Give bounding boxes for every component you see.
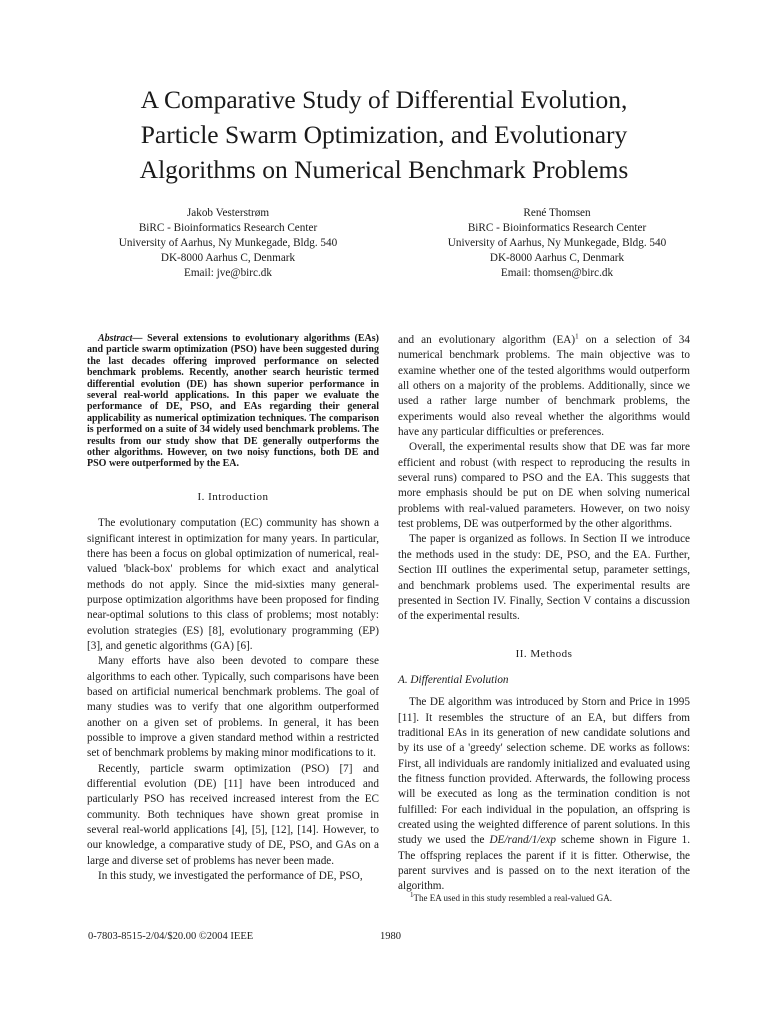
author-block-left xyxy=(58,206,398,281)
author-city: DK-8000 Aarhus C, Denmark xyxy=(489,252,625,264)
paper-title xyxy=(40,82,728,187)
methods-paragraph xyxy=(398,695,690,894)
section-heading-methods: II. Methods xyxy=(515,647,573,660)
title-line: Algorithms on Numerical Benchmark Problems xyxy=(139,155,629,184)
intro-paragraph: Recently, particle swarm optimization (PSO) [7] and differential evolution (DE) [11] have been introduced and particularly PSO has received increased interest from the EC community. Both techniques have shown great promise in several real-world applications [4], [5], [12], [14]. However, to our knowledge, a comparative study of DE, PSO, and GAs on a large and diverse set of problems has never been made. xyxy=(87,762,379,867)
title-line: A Comparative Study of Differential Evolution, xyxy=(140,85,628,114)
author-email: Email: jve@birc.dk xyxy=(184,267,272,279)
author-address: University of Aarhus, Ny Munkegade, Bldg. 540 xyxy=(447,237,667,249)
author-city: DK-8000 Aarhus C, Denmark xyxy=(160,252,296,264)
abstract xyxy=(87,333,379,470)
abstract-label: Abstract— xyxy=(98,333,143,344)
copyright-line: 0-7803-8515-2/04/$20.00 ©2004 IEEE xyxy=(88,931,254,942)
subsection-heading-de: A. Differential Evolution xyxy=(398,673,509,686)
intro-paragraph: Overall, the experimental results show that DE was far more efficient and robust (with respect to reproducing the results in several runs) compared to PSO and the EA. This suggests that more emphasis should be put on DE when solving numerical problems with real-valued parameters. However, on two noisy test problems, DE was outperformed by the other algorithms. xyxy=(398,441,690,531)
intro-paragraph-continued xyxy=(398,333,690,440)
intro-paragraph: The paper is organized as follows. In Section II we introduce the methods used in the study: DE, PSO, and the EA. Further, Section III outlines the experimental setup, parameter settings, and benchmark problems used. The experimental results are presented in Section IV. Finally, Section V contains a discussion of the experimental results. xyxy=(398,533,690,623)
methods-text: scheme shown in Figure 1. The offspring replaces the parent if it is fitter. Otherwise, the parent survives and is passed on to the next iteration of the algorithm. xyxy=(398,834,690,893)
page-number: 1980 xyxy=(380,931,401,942)
author-org: BiRC - Bioinformatics Research Center xyxy=(467,222,647,234)
left-column xyxy=(87,333,379,884)
intro-paragraph: The evolutionary computation (EC) community has shown a significant interest in optimization for many years. In particular, there has been a focus on global optimization of numerical, real-valued 'black-box' problems for which exact and analytical methods do not apply. Since the mid-sixties many general-purpose optimization algorithms have been proposed for finding near-optimal solutions to this class of problems; most notably: evolution strategies (ES) [8], evolutionary programming (EP) [3], and genetic algorithms (GA) [6]. xyxy=(87,517,379,652)
author-email: Email: thomsen@birc.dk xyxy=(500,267,614,279)
footnote-mark: 1 xyxy=(575,332,579,341)
footnote xyxy=(410,893,710,904)
intro-continued-text: on a selection of 34 numerical benchmark problems. The main objective was to examine whether one of the tested algorithms would outperform all others on a majority of the problems. Additionally, since we used a rather large number of benchmark problems, the experiments would also reveal whether the algorithms would have any particular difficulties or preferences. xyxy=(398,334,690,439)
methods-text: The DE algorithm was introduced by Storn and Price in 1995 [11]. It resembles the structure of an EA, but differs from traditional EAs in its generation of new candidate solutions and by its use of a 'greedy' selection scheme. DE works as follows: First, all individuals are randomly initialized and evaluated using the fitness function provided. Afterwards, the following process will be executed as long as the termination condition is not fulfilled: For each individual in the population, an offspring is created using the weighted difference of parent solutions. In this study we used the xyxy=(398,696,690,847)
right-column xyxy=(398,333,690,895)
author-block-right xyxy=(387,206,727,281)
author-name: René Thomsen xyxy=(523,207,591,219)
title-line: Particle Swarm Optimization, and Evolutionary xyxy=(140,120,628,149)
intro-paragraph: Many efforts have also been devoted to compare these algorithms to each other. Typically, such comparisons have been based on artificial numerical benchmark problems. The goal of many studies was to verify that one algorithm outperformed another on a given set of problems. In general, it has been possible to improve a given standard method within a restricted set of benchmark problems by making minor modifications to it. xyxy=(87,655,379,760)
section-heading-introduction: I. Introduction xyxy=(197,490,269,503)
footnote-text: The EA used in this study resembled a real-valued GA. xyxy=(413,893,612,903)
author-name: Jakob Vesterstrøm xyxy=(186,207,270,219)
intro-paragraph: In this study, we investigated the performance of DE, PSO, xyxy=(98,870,363,883)
author-org: BiRC - Bioinformatics Research Center xyxy=(138,222,318,234)
de-scheme: DE/rand/1/exp xyxy=(489,834,556,847)
abstract-text: Several extensions to evolutionary algorithms (EAs) and particle swarm optimization (PSO) have been suggested during the last decades offering improved performance on selected benchmark problems. Recently, another search heuristic termed differential evolution (DE) has shown superior performance in several real-world applications. In this paper we evaluate the performance of DE, PSO, and EAs regarding their general applicability as numerical optimization techniques. The comparison is performed on a suite of 34 widely used benchmark problems. The results from our study show that DE generally outperforms the other algorithms. However, on two noisy functions, both DE and PSO were outperformed by the EA. xyxy=(87,333,379,470)
intro-continued-text: and an evolutionary algorithm (EA) xyxy=(398,334,576,346)
author-address: University of Aarhus, Ny Munkegade, Bldg. 540 xyxy=(118,237,338,249)
footnote-number: 1 xyxy=(410,891,414,899)
